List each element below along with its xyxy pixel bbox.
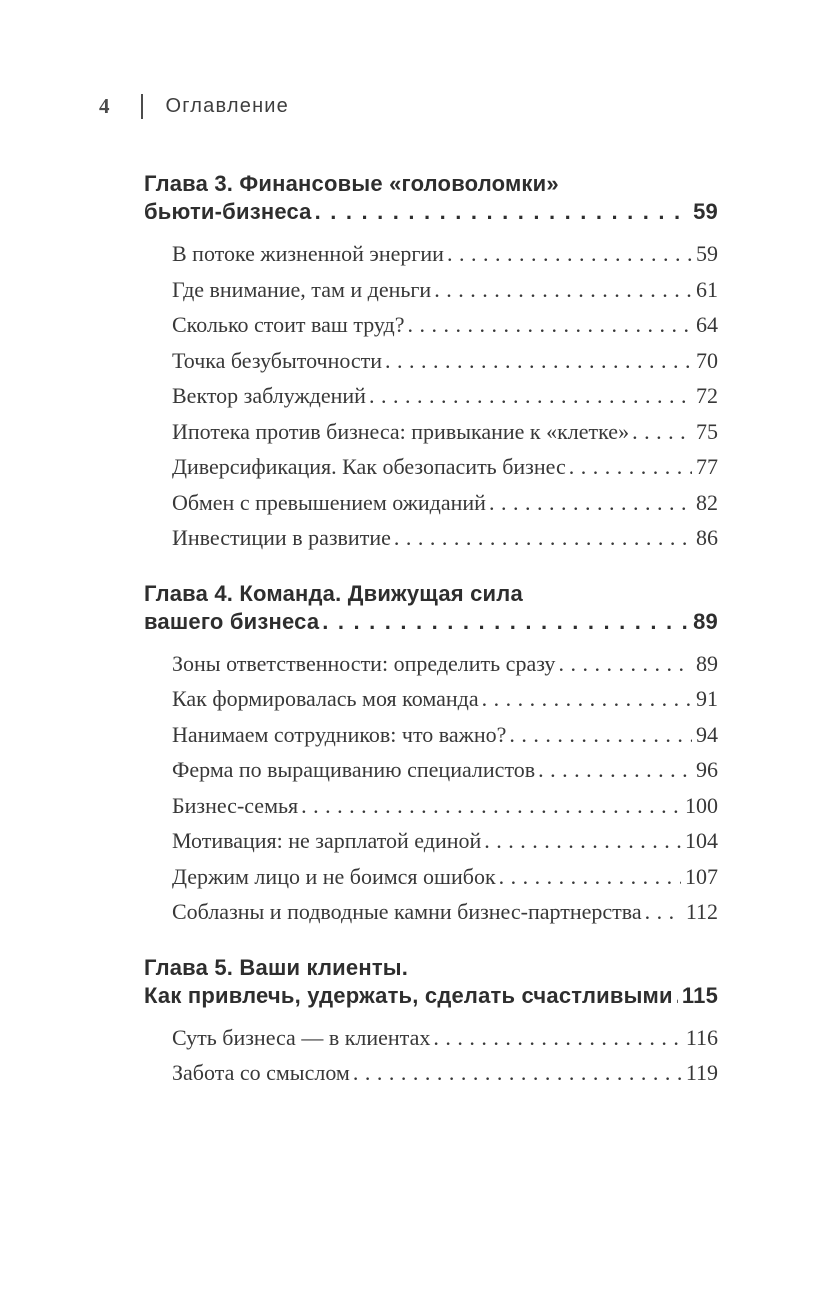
dot-leader	[434, 272, 692, 308]
toc-entry	[172, 1055, 718, 1091]
toc-entry	[172, 485, 718, 521]
entry-page-number: 100	[685, 792, 718, 818]
entry-page-number: 119	[685, 1060, 718, 1085]
dot-leader	[676, 982, 678, 1010]
toc-entry	[172, 1020, 718, 1056]
entry-title: Нанимаем сотрудников: что важно?	[172, 721, 507, 747]
dot-leader	[407, 307, 692, 343]
toc-entry	[172, 859, 718, 895]
chapter-heading	[144, 170, 718, 226]
toc-entry	[172, 343, 718, 379]
toc-entry	[172, 717, 718, 753]
chapter-title-line: Глава 4. Команда. Движущая сила	[144, 580, 523, 606]
dot-leader	[569, 449, 692, 485]
entry-title: Ферма по выращиванию специалистов	[172, 757, 536, 782]
entry-page-number: 72	[696, 383, 718, 408]
page-number: 4	[99, 93, 110, 118]
chapter-heading	[144, 580, 718, 636]
chapter-title-line: Глава 5. Ваши клиенты.	[144, 954, 409, 980]
entry-page-number: 59	[696, 241, 718, 266]
entry-title: Соблазны и подводные камни бизнес-партнерства	[172, 899, 642, 924]
entry-title: Инвестиции в развитие	[172, 525, 391, 550]
entry-page-number: 64	[696, 312, 718, 337]
dot-leader	[558, 646, 692, 682]
entry-title: Ипотека против бизнеса: привыкание к «клетке»	[172, 418, 630, 444]
toc-entry	[172, 307, 718, 343]
dot-leader	[301, 788, 681, 824]
chapter-title-line	[144, 982, 718, 1010]
entry-page-number: 77	[696, 454, 718, 479]
entry-title: Точка безубыточности	[172, 347, 383, 373]
entry-title: Как формировалась моя команда	[172, 686, 479, 711]
dot-leader	[645, 894, 682, 930]
entry-page-number: 75	[696, 418, 718, 444]
toc-entry	[172, 272, 718, 308]
running-head	[99, 92, 827, 120]
dot-leader	[315, 198, 690, 226]
chapter-page-number: 89	[693, 608, 718, 634]
toc-entry	[172, 752, 718, 788]
chapter-heading	[144, 954, 718, 1010]
chapter-page-number: 59	[693, 199, 718, 224]
entry-title: Суть бизнеса — в клиентах	[172, 1024, 431, 1050]
dot-leader	[433, 1020, 681, 1056]
entry-title: Зоны ответственности: определить сразу	[172, 650, 556, 676]
entry-title: Диверсификация. Как обезопасить бизнес	[172, 454, 566, 479]
table-of-contents	[144, 170, 718, 1091]
chapter-section	[144, 170, 718, 556]
dot-leader	[482, 681, 692, 717]
toc-entry	[172, 378, 718, 414]
entry-page-number: 94	[696, 721, 718, 747]
toc-entry	[172, 894, 718, 930]
dot-leader	[353, 1055, 682, 1091]
dot-leader	[322, 608, 689, 636]
chapter-title-line	[144, 608, 718, 636]
entry-title: Мотивация: не зарплатой единой	[172, 828, 482, 853]
dot-leader	[632, 414, 692, 450]
entry-title: В потоке жизненной энергии	[172, 241, 444, 266]
entry-page-number: 116	[685, 1024, 718, 1050]
chapter-entries	[144, 1020, 718, 1091]
chapter-title-text: Как привлечь, удержать, сделать счастливыми	[144, 982, 673, 1008]
chapter-title-line: Глава 3. Финансовые «головоломки»	[144, 171, 559, 196]
entry-page-number: 89	[696, 650, 718, 676]
entry-page-number: 70	[696, 347, 718, 373]
chapter-title-line	[144, 198, 718, 226]
entry-page-number: 91	[696, 686, 718, 711]
entry-title: Где внимание, там и деньги	[172, 276, 432, 302]
entry-page-number: 61	[696, 276, 718, 302]
chapter-entries	[144, 646, 718, 930]
dot-leader	[499, 859, 681, 895]
toc-entry	[172, 646, 718, 682]
entry-title: Держим лицо и не боимся ошибок	[172, 863, 496, 889]
entry-title: Забота со смыслом	[172, 1060, 350, 1085]
dot-leader	[447, 236, 692, 272]
entry-page-number: 86	[696, 525, 718, 550]
dot-leader	[509, 717, 692, 753]
entry-page-number: 112	[685, 899, 718, 924]
toc-entry	[172, 414, 718, 450]
entry-page-number: 82	[696, 489, 718, 515]
entry-page-number: 96	[696, 757, 718, 782]
toc-entry	[172, 449, 718, 485]
chapter-section	[144, 580, 718, 930]
chapter-section	[144, 954, 718, 1091]
entry-page-number: 107	[685, 863, 718, 889]
dot-leader	[538, 752, 692, 788]
header-divider	[141, 94, 143, 119]
chapter-title-text: вашего бизнеса	[144, 608, 320, 634]
toc-entry	[172, 788, 718, 824]
chapter-entries	[144, 236, 718, 556]
entry-title: Обмен с превышением ожиданий	[172, 489, 486, 515]
chapter-page-number: 115	[681, 982, 718, 1008]
entry-title: Вектор заблуждений	[172, 383, 366, 408]
dot-leader	[394, 520, 692, 556]
dot-leader	[489, 485, 692, 521]
toc-entry	[172, 681, 718, 717]
entry-page-number: 104	[685, 828, 718, 853]
section-title: Оглавление	[165, 94, 290, 117]
toc-entry	[172, 520, 718, 556]
toc-entry	[172, 823, 718, 859]
entry-title: Бизнес-семья	[172, 792, 299, 818]
toc-entry	[172, 236, 718, 272]
dot-leader	[385, 343, 692, 379]
dot-leader	[369, 378, 692, 414]
chapter-title-text: бьюти-бизнеса	[144, 199, 312, 224]
entry-title: Сколько стоит ваш труд?	[172, 312, 405, 337]
dot-leader	[484, 823, 681, 859]
